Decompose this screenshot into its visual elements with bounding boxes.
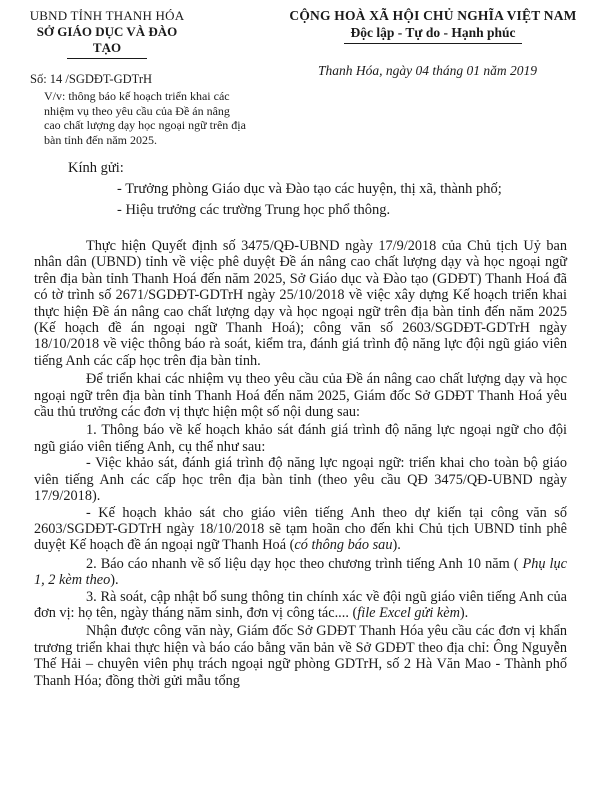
body-paragraph: 1. Thông báo về kế hoạch khảo sát đánh giá trình độ năng lực ngoại ngữ cho đội ngũ giáo viên tiếng Anh, cụ thể như sau: bbox=[34, 422, 567, 455]
issuing-department: SỞ GIÁO DỤC VÀ ĐÀO TẠO bbox=[36, 24, 178, 55]
body-text: 2. Báo cáo nhanh về số liệu dạy học theo chương trình tiếng Anh 10 năm ( bbox=[86, 555, 519, 572]
recipient-item: - Hiệu trưởng các trường Trung học phổ thông. bbox=[117, 202, 391, 218]
body-paragraph: Nhận được công văn này, Giám đốc Sở GDĐT Thanh Hóa yêu cầu các đơn vị khẩn trương triển khai thực hiện và báo cáo bằng văn bản về Sở GDĐT theo địa chỉ: Ông Nguyễn Thế Hải – chuyên viên phụ trách ngoại ngữ phòng GDTrH, số 2 Hà Văn Mao - Thành phố Thanh Hóa; đồng thời gửi mẫu tổng bbox=[34, 623, 567, 689]
body-text: ). bbox=[110, 572, 119, 589]
national-title: CỘNG HOÀ XÃ HỘI CHỦ NGHĨA VIỆT NAM bbox=[289, 8, 577, 23]
issue-date: Thanh Hóa, ngày 04 tháng 01 năm 2019 bbox=[318, 63, 537, 78]
body-text: ). bbox=[392, 537, 401, 554]
document-body bbox=[34, 238, 567, 689]
document-number: Số: 14 /SGDĐT-GDTrH bbox=[30, 72, 153, 86]
body-text: - Kế hoạch khảo sát cho giáo viên tiếng Anh theo dự kiến tại công văn số 2603/SGDĐT-GDTrH ngày 18/10/2018 sẽ tạm hoãn cho đến khi Chủ tịch UBND tỉnh phê duyệt Kế hoạch đề án ngoại ngữ Thanh Hoá ( bbox=[34, 504, 567, 554]
issuing-agency: UBND TỈNH THANH HÓA bbox=[29, 8, 185, 23]
greeting: Kính gửi: bbox=[68, 160, 124, 176]
body-paragraph bbox=[34, 556, 567, 589]
body-paragraph: - Việc khảo sát, đánh giá trình độ năng lực ngoại ngữ: triển khai cho toàn bộ giáo viên tiếng Anh các cấp học trên địa bàn tỉnh (theo yêu cầu QĐ 3475/QĐ-UBND ngày 17/9/2018). bbox=[34, 455, 567, 505]
body-paragraph: Để triển khai các nhiệm vụ theo yêu cầu của Đề án nâng cao chất lượng dạy và học ngoại ngữ trên địa bàn tỉnh Thanh Hoá đến năm 2025, Giám đốc Sở GDĐT Thanh Hoá yêu cầu thủ trưởng các đơn vị thực hiện một số nội dung sau: bbox=[34, 371, 567, 421]
header-right bbox=[272, 8, 594, 44]
motto-underline bbox=[344, 43, 522, 44]
body-text: ). bbox=[459, 604, 469, 621]
body-paragraph bbox=[34, 505, 567, 554]
body-paragraph bbox=[34, 589, 567, 622]
body-note: có thông báo sau bbox=[294, 537, 393, 554]
national-motto: Độc lập - Tự do - Hạnh phúc bbox=[350, 25, 516, 40]
recipient-item: - Trưởng phòng Giáo dục và Đào tạo các huyện, thị xã, thành phố; bbox=[117, 181, 502, 197]
header-left bbox=[22, 8, 272, 147]
body-note: Phụ lục 1, 2 kèm theo bbox=[34, 555, 567, 589]
body-paragraph: Thực hiện Quyết định số 3475/QĐ-UBND ngày 17/9/2018 của Chủ tịch Uỷ ban nhân dân (UBND) tỉnh về việc phê duyệt Đề án nâng cao chất lượng dạy và học ngoại ngữ trên địa bàn tỉnh Thanh Hoá đến năm 2025, Sở Giáo dục và Đào tạo (GDĐT) Thanh Hoá đã có tờ trình số 2671/SGDĐT-GDTrH ngày 25/10/2018 về việc xây dựng Kế hoạch triển khai thực hiện Đề án nâng cao chất lượng dạy và học ngoại ngữ trên địa bàn tỉnh đến năm 2025 (Kế hoạch đề án ngoại ngữ Thanh Hoá); công văn số 2603/SGDĐT-GDTrH ngày 18/10/2018 về việc thông báo rà soát, kiểm tra, đánh giá trình độ năng lực đội ngũ giáo viên tiếng Anh các cấp học trên địa bàn tỉnh. bbox=[34, 238, 567, 369]
body-note: file Excel gửi kèm bbox=[357, 604, 460, 621]
document-subject: V/v: thông báo kế hoạch triển khai các nhiệm vụ theo yêu cầu của Đề án nâng cao chất lượng dạy học ngoại ngữ trên địa bàn tỉnh đến năm 2025. bbox=[44, 89, 246, 147]
body-text: 3. Rà soát, cập nhật bổ sung thông tin chính xác về đội ngũ giáo viên tiếng Anh của đơn vị: họ tên, ngày tháng năm sinh, đơn vị công tác.... ( bbox=[34, 588, 567, 621]
dept-underline bbox=[67, 58, 147, 59]
